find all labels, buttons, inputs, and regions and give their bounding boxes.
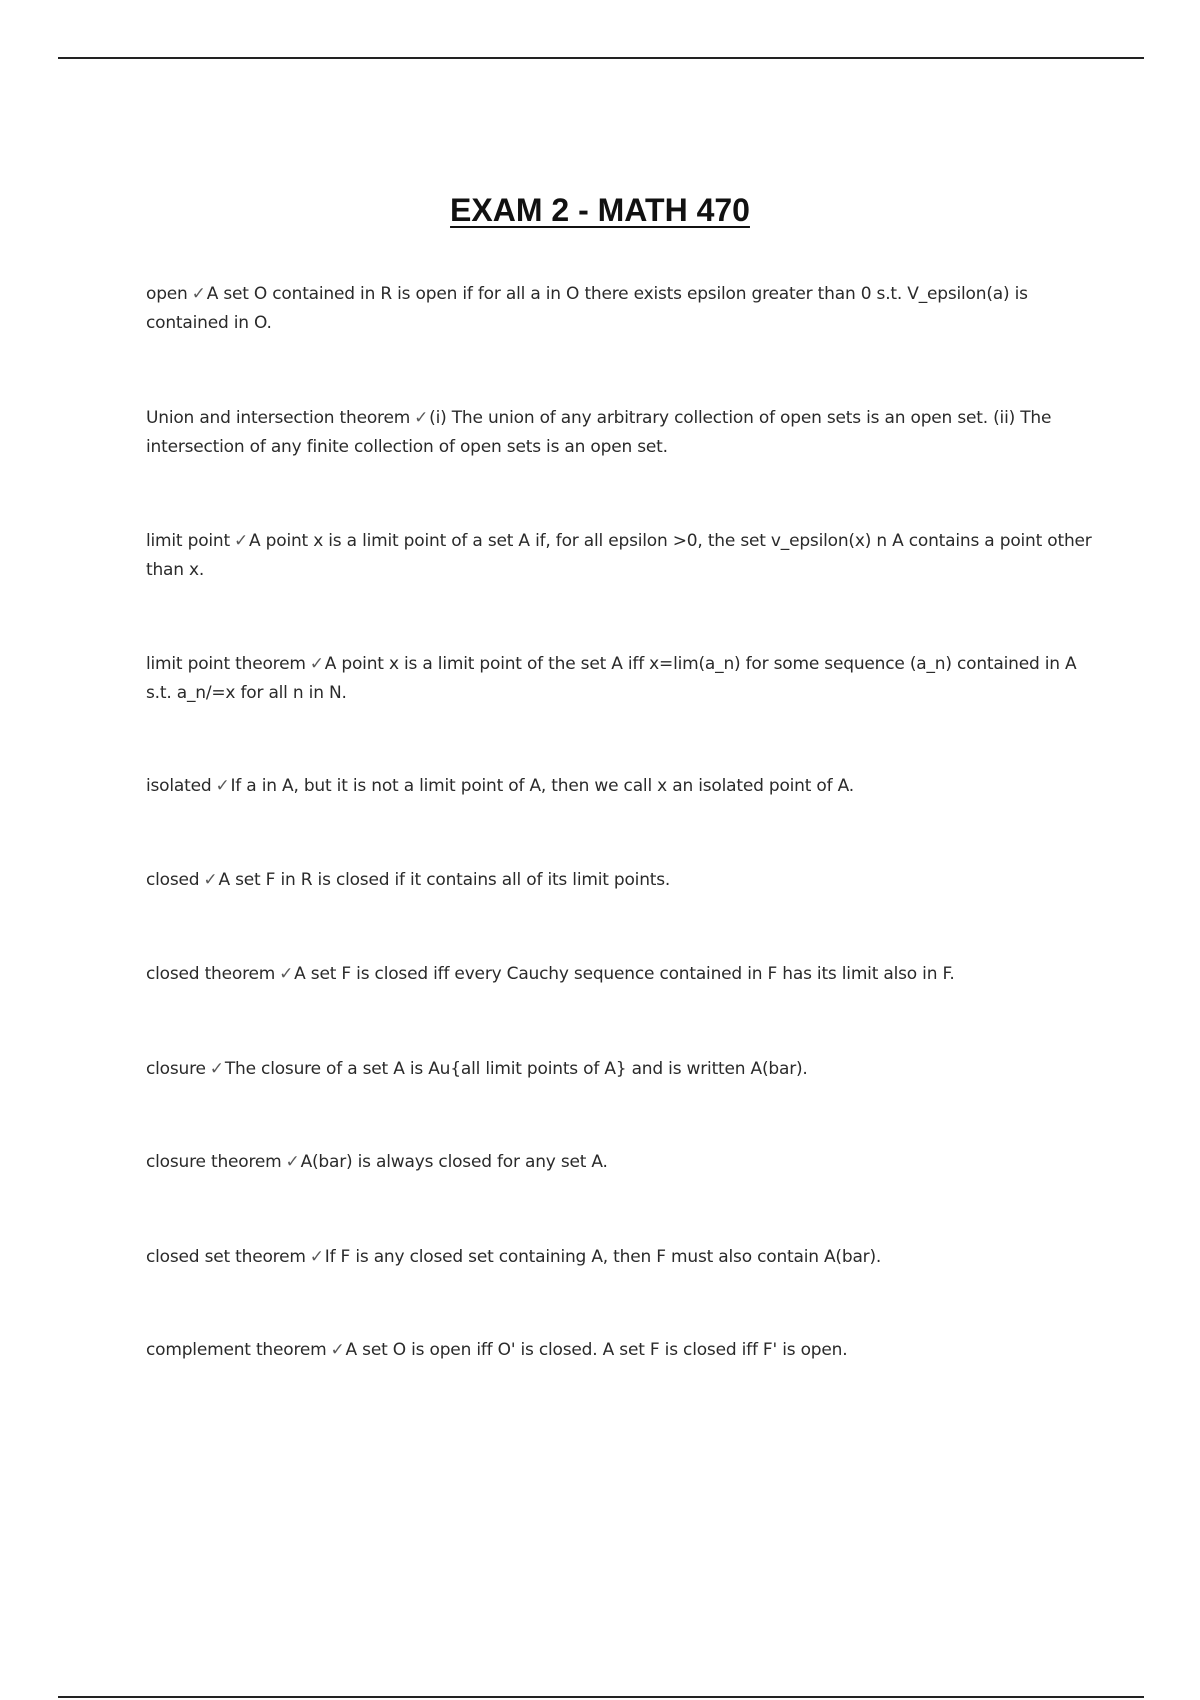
entry-definition: The closure of a set A is Au{all limit points of A} and is written A(bar). (224, 1059, 808, 1079)
entry-definition: If a in A, but it is not a limit point of A, then we call x an isolated point of A. (230, 776, 854, 796)
bottom-rule (58, 1696, 1144, 1698)
entry-limit-point-theorem (146, 650, 1096, 708)
check-icon: ✓ (414, 408, 429, 428)
check-icon: ✓ (203, 870, 218, 890)
check-icon: ✓ (209, 1059, 224, 1079)
entry-term: closure (146, 1059, 206, 1079)
top-rule (58, 57, 1144, 59)
check-icon: ✓ (279, 964, 294, 984)
entry-term: closure theorem (146, 1152, 282, 1172)
entry-union-and-intersection-theorem (146, 404, 1096, 462)
check-icon: ✓ (330, 1340, 345, 1360)
entry-definition: If F is any closed set containing A, then F must also contain A(bar). (324, 1247, 882, 1267)
entry-open (146, 280, 1096, 338)
entry-closed (146, 866, 1096, 895)
entry-term: closed set theorem (146, 1247, 306, 1267)
check-icon: ✓ (191, 284, 206, 304)
page-title-text: EXAM 2 - MATH 470 (450, 192, 750, 228)
check-icon: ✓ (285, 1152, 300, 1172)
entry-term: limit point theorem (146, 654, 306, 674)
entry-definition: (i) The union of any arbitrary collection of open sets is an open set. (ii) The intersection of any finite collection of open sets is an open set. (146, 408, 1052, 457)
entry-definition: A set F is closed iff every Cauchy sequence contained in F has its limit also in F. (294, 964, 955, 984)
entry-limit-point (146, 527, 1096, 585)
check-icon: ✓ (309, 654, 324, 674)
entry-closed-set-theorem (146, 1243, 1096, 1272)
entry-complement-theorem (146, 1336, 1096, 1365)
check-icon: ✓ (233, 531, 249, 551)
entry-definition: A point x is a limit point of the set A iff x=lim(a_n) for some sequence (a_n) contained in A s.t. a_n/=x for all n in N. (146, 654, 1077, 703)
entry-closure-theorem (146, 1148, 1096, 1177)
entry-definition: A(bar) is always closed for any set A. (300, 1152, 608, 1172)
check-icon: ✓ (215, 776, 230, 796)
entry-definition: A set O contained in R is open if for all a in O there exists epsilon greater than 0 s.t. V_epsilon(a) is contained in O. (146, 284, 1028, 333)
entry-definition: A point x is a limit point of a set A if, for all epsilon >0, the set v_epsilon(x) n A contains a point other than x. (146, 531, 1092, 580)
entry-definition: A set F in R is closed if it contains all of its limit points. (218, 870, 671, 890)
entry-term: limit point (146, 531, 230, 551)
entry-term: Union and intersection theorem (146, 408, 411, 428)
entry-term: closed theorem (146, 964, 276, 984)
entry-isolated (146, 772, 1096, 801)
page-title (0, 190, 1200, 230)
check-icon: ✓ (309, 1247, 324, 1267)
entry-closed-theorem (146, 960, 1096, 989)
entry-term: open (146, 284, 188, 304)
entry-term: complement theorem (146, 1340, 327, 1360)
entry-definition: A set O is open iff O' is closed. A set F is closed iff F' is open. (345, 1340, 848, 1360)
entry-closure (146, 1055, 1096, 1084)
entry-term: isolated (146, 776, 212, 796)
entry-term: closed (146, 870, 200, 890)
